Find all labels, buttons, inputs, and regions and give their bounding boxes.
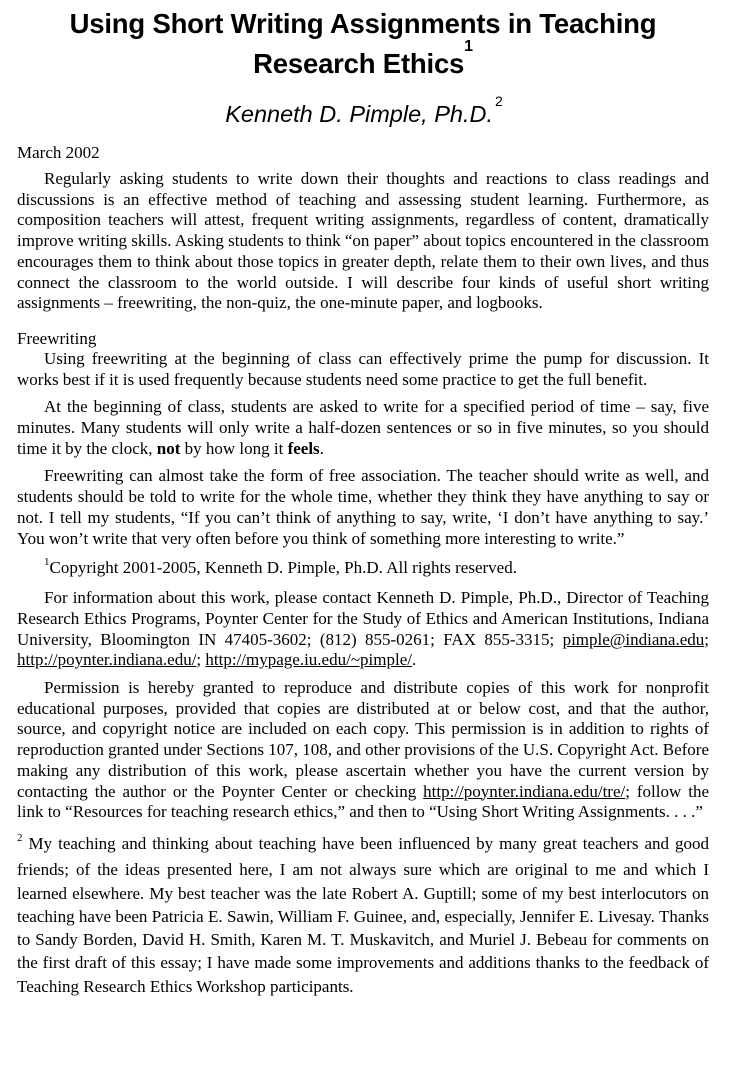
- title-line-2: [253, 38, 473, 89]
- tre-link[interactable]: http://poynter.indiana.edu/tre/: [423, 781, 626, 801]
- poynter-link[interactable]: http://poynter.indiana.edu/: [17, 650, 197, 670]
- footnote-1-contact: [17, 588, 709, 671]
- freewriting-paragraph-3: Freewriting can almost take the form of free association. The teacher should write as well, and students should be told to write for the whole time, whether they think they have anything to say or not. I tell my students, “If you can’t think of anything to say, write, ‘I don’t have anything to say.’ You won’t write that very often before you think of something more interesting to write.”: [17, 466, 709, 548]
- p2-text-start: At the beginning of class, students are asked to write for a specified period of time – say, five minutes. Many students will only write a half-dozen sentences or so in five minutes, so you should time it by the clock,: [17, 397, 709, 458]
- title-line-2-text: Research Ethics: [253, 48, 465, 79]
- document-date: March 2002: [17, 143, 100, 162]
- contact-sep-2: ;: [196, 650, 206, 670]
- p2-text-end: .: [319, 438, 324, 458]
- contact-text: For information about this work, please contact Kenneth D. Pimple, Ph.D., Director of Teaching Research Ethics Programs, Poynter Center for the Study of Ethics and American Institutions, Indiana University, Bloomington IN 47405-3602; (812) 855-0261; FAX 855-3315;: [17, 588, 709, 649]
- contact-sep-1: ;: [704, 629, 709, 649]
- footnote-1-copyright: [17, 557, 709, 581]
- author-footnote-marker[interactable]: 2: [494, 93, 503, 109]
- section-heading-freewriting: Freewriting: [17, 328, 97, 348]
- freewriting-paragraph-1: Using freewriting at the beginning of class can effectively prime the pump for discussion. It works best if it is used frequently because students need some practice to get the full benefit.: [17, 348, 709, 389]
- p2-bold-not: not: [156, 438, 181, 458]
- title-line-1: Using Short Writing Assignments in Teaching: [69, 8, 657, 39]
- permission-end: ; follow the link to “Resources for teaching research ethics,” and then to “Using Short Writing Assignments. . . .”: [17, 781, 709, 822]
- footnote-1-marker: 1: [44, 556, 50, 569]
- email-link[interactable]: pimple@indiana.edu: [562, 629, 705, 649]
- title-footnote-marker[interactable]: 1: [464, 38, 473, 55]
- freewriting-paragraph-2: [17, 397, 709, 459]
- intro-paragraph: Regularly asking students to write down their thoughts and reactions to class readings and discussions is an effective method of teaching and assessing student learning. Furthermore, as composition teachers will attest, frequent writing assignments, regardless of content, dramatically improve writing skills. Asking students to think “on paper” about topics encountered in the classroom encourages them to think about those topics in greater depth, relate them to their own lives, and thus connect the classroom to the world outside. I will describe four kinds of useful short writing assignments – freewriting, the non-quiz, the one-minute paper, and logbooks.: [17, 169, 709, 313]
- document-page: [17, 0, 709, 998]
- contact-end: .: [411, 650, 417, 670]
- footnote-1-permission: [17, 678, 709, 823]
- author-byline: [17, 93, 709, 132]
- p2-text-middle: by how long it: [180, 438, 288, 458]
- footnote-2: [17, 832, 709, 998]
- footnote-2-text: My teaching and thinking about teaching have been influenced by many great teachers and good friends; of the ideas presented here, I am not always sure which are original to me and which I learned elsewhere. My best teacher was the late Robert A. Guptill; some of my best interlocutors on teaching have been Patricia E. Sawin, William F. Guinee, and, especially, Jennifer E. Livesay. Thanks to Sandy Borden, David H. Smith, Karen M. T. Muskavitch, and Muriel J. Bebeau for comments on the first draft of this essay; I have made some improvements and additions thanks to the feedback of Teaching Research Ethics Workshop participants.: [17, 833, 709, 996]
- p2-bold-feels: feels: [287, 438, 320, 458]
- author-name: Kenneth D. Pimple, Ph.D.: [225, 101, 493, 127]
- footnote-2-marker: 2: [17, 831, 23, 844]
- document-title: [17, 4, 709, 89]
- footnote-1-copyright-text: Copyright 2001-2005, Kenneth D. Pimple, Ph.D. All rights reserved.: [49, 558, 517, 578]
- personal-page-link[interactable]: http://mypage.iu.edu/~pimple/: [205, 650, 412, 670]
- permission-text: Permission is hereby granted to reproduce and distribute copies of this work for nonprofit educational purposes, provided that copies are distributed at or below cost, and that the author, source, and copyright notice are included on each copy. This permission is in addition to rights of reproduction granted under Sections 107, 108, and other provisions of the U.S. Copyright Act. Before making any distribution of this work, please ascertain whether you have the current version by contacting the author or the Poynter Center or checking: [17, 678, 709, 801]
